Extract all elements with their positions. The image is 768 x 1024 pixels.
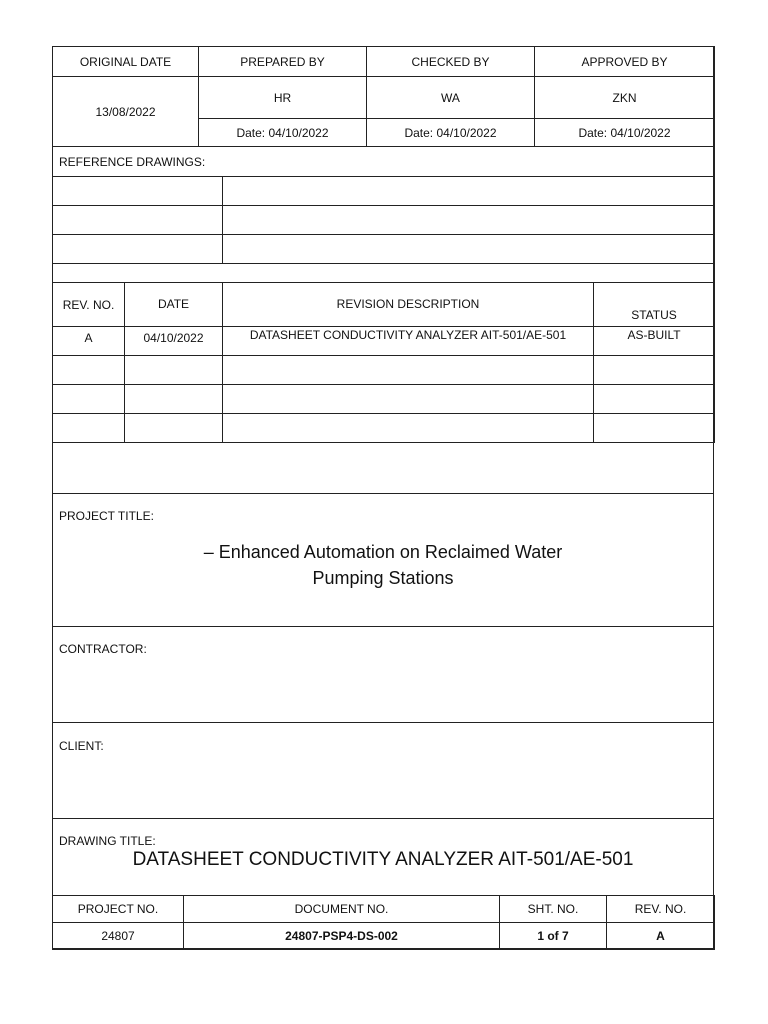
ref-drawing-number-cell: [53, 177, 223, 206]
ref-drawing-title-cell: [223, 177, 715, 206]
prepared-by-initials: HR: [199, 77, 367, 119]
document-no-value: 24807-PSP4-DS-002: [184, 923, 500, 950]
sheet-no-value: 1 of 7: [500, 923, 607, 950]
sheet-no-header: SHT. NO.: [500, 896, 607, 923]
table-row: [53, 414, 715, 443]
project-title-label: PROJECT TITLE:: [59, 509, 154, 523]
footer-rev-no-value: A: [607, 923, 715, 950]
spacer-row: [53, 264, 715, 283]
divider: [53, 722, 713, 723]
table-row: [53, 327, 715, 356]
project-title: [53, 539, 713, 591]
approval-block: [53, 46, 713, 147]
divider: [53, 493, 713, 494]
checked-by-header: CHECKED BY: [367, 47, 535, 77]
rev-date-cell: 04/10/2022: [125, 327, 223, 356]
drawing-title: DATASHEET CONDUCTIVITY ANALYZER AIT-501/AE-501: [132, 849, 634, 870]
project-title-line-2: Pumping Stations: [312, 568, 454, 588]
revision-block: [53, 282, 713, 443]
rev-status-cell: AS-BUILT: [594, 327, 715, 356]
rev-description-cell: DATASHEET CONDUCTIVITY ANALYZER AIT-501/AE-501: [223, 327, 594, 356]
rev-date-header: DATE: [125, 283, 223, 327]
prepared-date: Date: 04/10/2022: [199, 119, 367, 147]
checked-by-initials: WA: [367, 77, 535, 119]
project-no-header: PROJECT NO.: [53, 896, 184, 923]
rev-cell: A: [53, 327, 125, 356]
contractor-label: CONTRACTOR:: [59, 642, 147, 656]
approved-by-initials: ZKN: [535, 77, 715, 119]
table-row: [53, 356, 715, 385]
project-no-value: 24807: [53, 923, 184, 950]
ref-drawing-number-cell: [53, 206, 223, 235]
ref-drawing-title-cell: [223, 235, 715, 264]
prepared-by-header: PREPARED BY: [199, 47, 367, 77]
project-title-line-1: – Enhanced Automation on Reclaimed Water: [203, 542, 563, 562]
reference-drawings-block: [53, 146, 713, 283]
divider: [53, 818, 713, 819]
original-date-header: ORIGINAL DATE: [53, 47, 199, 77]
divider: [53, 626, 713, 627]
rev-description-header: REVISION DESCRIPTION: [223, 283, 594, 327]
rev-no-header: REV. NO.: [53, 283, 125, 327]
rev-status-header: STATUS: [594, 283, 715, 327]
ref-drawing-title-cell: [223, 206, 715, 235]
table-row: [53, 385, 715, 414]
approved-date: Date: 04/10/2022: [535, 119, 715, 147]
title-block-sheet: [52, 46, 714, 949]
document-no-header: DOCUMENT NO.: [184, 896, 500, 923]
footer-rev-no-header: REV. NO.: [607, 896, 715, 923]
footer-block: [53, 895, 713, 950]
checked-date: Date: 04/10/2022: [367, 119, 535, 147]
reference-drawings-label: REFERENCE DRAWINGS:: [53, 147, 715, 177]
drawing-title-label: DRAWING TITLE:: [59, 834, 156, 848]
original-date-value: 13/08/2022: [53, 77, 199, 147]
client-label: CLIENT:: [59, 739, 104, 753]
ref-drawing-number-cell: [53, 235, 223, 264]
approved-by-header: APPROVED BY: [535, 47, 715, 77]
